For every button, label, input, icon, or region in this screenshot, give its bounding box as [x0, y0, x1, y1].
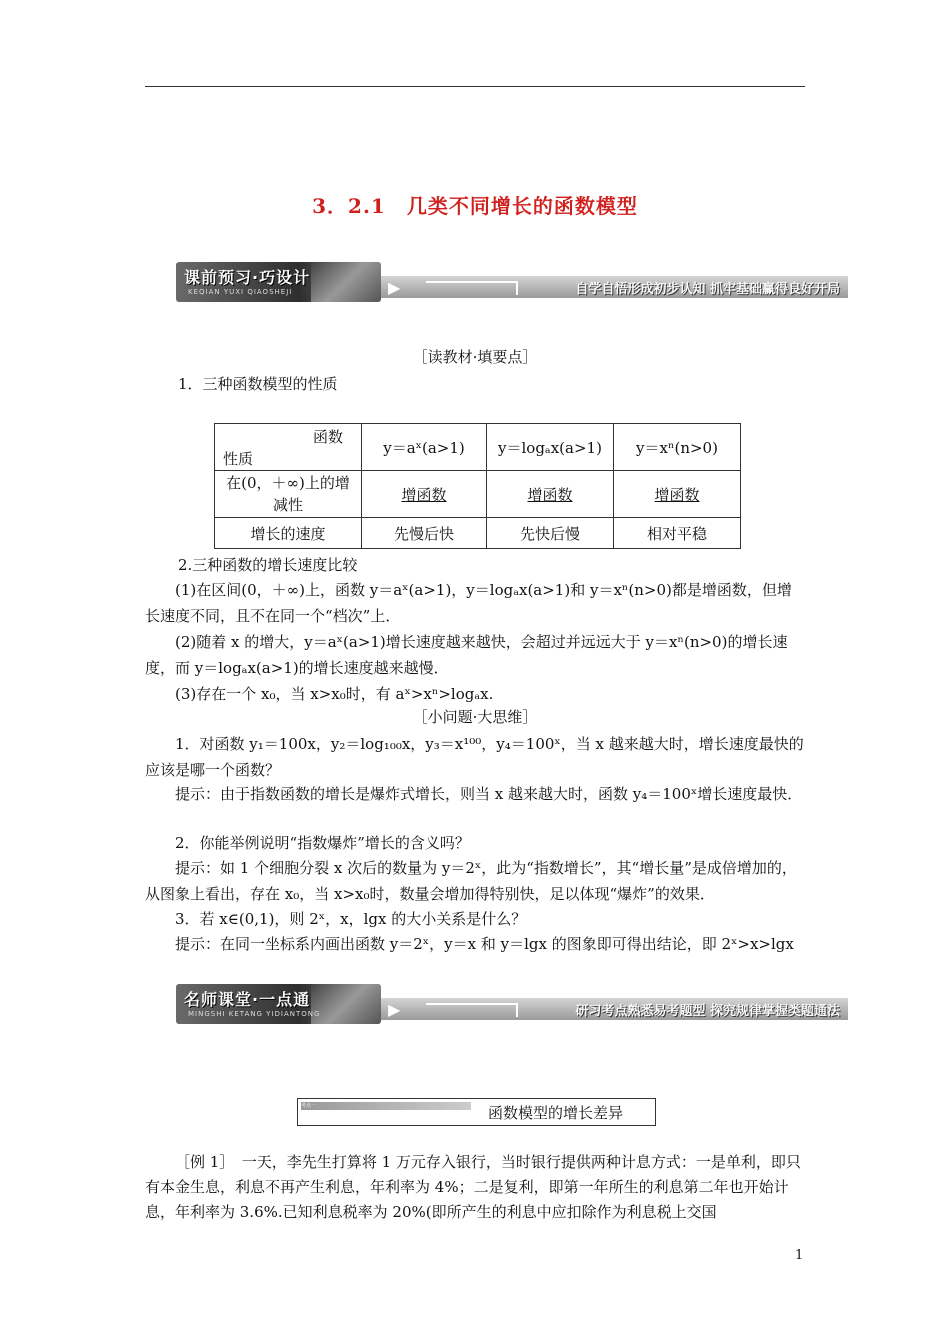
banner-logo-sub: MINGSHI KETANG YIDIANTONG: [188, 1010, 321, 1018]
banner-logo-sub: KEQIAN YUXI QIAOSHEJI: [188, 288, 293, 296]
answer: 提示：由于指数函数的增长是爆炸式增长，则当 x 越来越大时，函数 y₄＝100ˣ增长速度最快．: [175, 785, 803, 803]
answer: 提示：如 1 个细胞分裂 x 次后的数量为 y＝2ˣ，此为“指数增长”，其“增长量”是成倍增加的，从图象上看出，存在 x₀，当 x>x₀时，数量会增加得特别快，足以体现“爆炸”的效果．: [145, 859, 797, 903]
banner-lecture: [176, 984, 848, 1024]
page-title: 3．2.1 几类不同增长的函数模型: [312, 194, 638, 218]
question: 1．对函数 y₁＝100x，y₂＝log₁₀₀x，y₃＝x¹⁰⁰，y₄＝100ˣ，当 x 越来越大时，增长速度最快的应该是哪一个函数？: [145, 735, 804, 779]
play-arrow-icon: ▶: [388, 278, 401, 297]
banner-photo: [311, 262, 381, 302]
table-cell: 相对平稳: [614, 518, 741, 549]
banner-slogan: 研习考点熟悉易考题型 探究规律掌握类题通法: [575, 1004, 840, 1019]
diag-bottom: 性质: [223, 450, 254, 468]
banner-slogan: 自学自悟形成初步认知 抓牢基础赢得良好开局: [575, 282, 840, 297]
paragraph: (2)随着 x 的增大，y＝aˣ(a>1)增长速度越来越快，会超过并远远大于 y＝xⁿ(n>0)的增长速度，而 y＝logₐx(a>1)的增长速度越来越慢．: [145, 633, 788, 677]
answer: 提示：在同一坐标系内画出函数 y＝2ˣ，y＝x 和 y＝lgx 的图象即可得出结论，即 2ˣ>x>lgx: [175, 935, 794, 953]
table-cell: 增函数: [654, 485, 700, 504]
diag-top: 函数: [312, 428, 343, 446]
kaodian-box: [297, 1098, 656, 1126]
paragraph: (1)在区间(0，＋∞)上，函数 y＝aˣ(a>1)，y＝logₐx(a>1)和 y＝xⁿ(n>0)都是增函数，但增长速度不同，且不在同一个“档次”上．: [145, 581, 792, 625]
play-arrow-icon: ▶: [388, 1000, 401, 1019]
row-label-speed: 增长的速度: [215, 518, 362, 549]
question: 3．若 x∈(0,1)，则 2ˣ，x，lgx 的大小关系是什么？: [175, 910, 527, 928]
question: 2．你能举例说明“指数爆炸”增长的含义吗？: [175, 834, 470, 852]
header-rule: [145, 86, 805, 87]
row-label-monotonic: 在(0，＋∞)上的增减性: [215, 471, 362, 518]
paragraph: (3)存在一个 x₀，当 x>x₀时，有 aˣ>xⁿ>logₐx.: [175, 685, 494, 703]
banner-logo: [176, 262, 381, 302]
col-header-log: y＝logₐx(a>1): [487, 424, 614, 471]
banner-photo: [311, 984, 381, 1024]
kaodian-title: 函数模型的增长差异: [488, 1104, 624, 1122]
banner-strip: [426, 1003, 518, 1017]
kaodian-tag: 考点一: [301, 1102, 471, 1110]
section-heading: ［小问题·大思维］: [412, 708, 538, 726]
banner-logo-text: 课前预习·巧设计: [184, 268, 311, 287]
table-diag-header: [215, 424, 349, 470]
banner-preview: [176, 262, 848, 302]
page-number: 1: [795, 1248, 804, 1263]
item-title: 2.三种函数的增长速度比较: [178, 556, 358, 574]
table-cell: 增函数: [527, 485, 573, 504]
section-heading: ［读教材·填要点］: [412, 348, 538, 366]
table-cell: 先慢后快: [362, 518, 487, 549]
col-header-exp: y＝aˣ(a>1): [362, 424, 487, 471]
example-paragraph: ［例 1］ 一天，李先生打算将 1 万元存入银行，当时银行提供两种计息方式：一是单利，即只有本金生息，利息不再产生利息，年利率为 4%；二是复利，即第一年所生的利息第二年也开始计息，年利率为 3.6%.已知利息税率为 20%(即所产生的利息中应扣除作为利息税上交国: [145, 1153, 801, 1221]
properties-table: [214, 423, 741, 549]
item-title: 1．三种函数模型的性质: [178, 375, 338, 393]
col-header-pow: y＝xⁿ(n>0): [614, 424, 741, 471]
table-cell: 增函数: [401, 485, 447, 504]
table-cell: 先快后慢: [487, 518, 614, 549]
banner-logo-text: 名师课堂·一点通: [184, 990, 311, 1009]
banner-logo: [176, 984, 381, 1024]
banner-strip: [426, 281, 518, 295]
